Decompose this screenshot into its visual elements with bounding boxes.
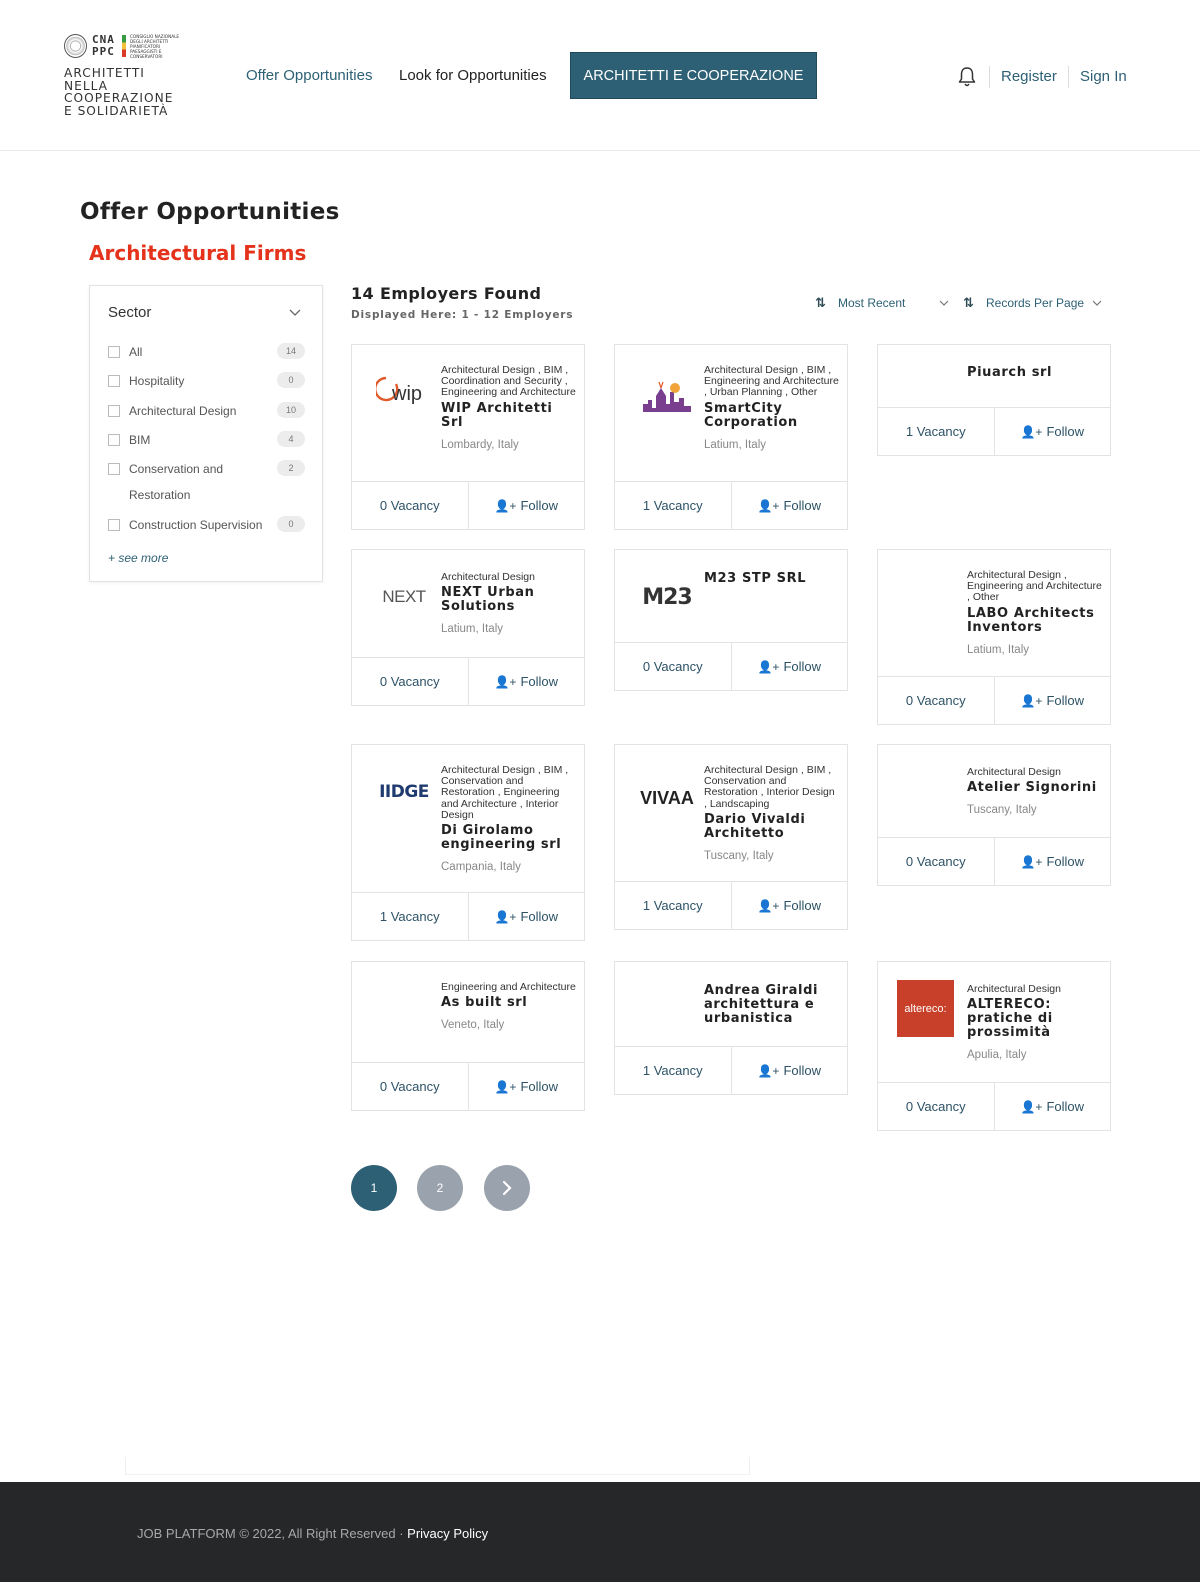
altereco-logo-text: altereco: [904, 1002, 947, 1015]
follow-button[interactable] [994, 838, 1111, 885]
company-logo [374, 765, 434, 819]
follow-button[interactable] [468, 1063, 585, 1110]
follow-button[interactable] [468, 893, 585, 940]
user-plus-icon: 👤+ [1020, 693, 1043, 708]
vacancy-button[interactable]: 0 Vacancy [379, 674, 440, 689]
follow-button[interactable] [731, 643, 848, 690]
follow-label: Follow [520, 909, 559, 924]
copyright-text: JOB PLATFORM © 2022, All Right Reserved · [137, 1526, 408, 1541]
nav-offer-opportunities[interactable]: Offer Opportunities [246, 67, 373, 84]
card-company-name[interactable]: M23 STP SRL [704, 571, 807, 586]
filter-count-badge: 14 [277, 343, 305, 359]
chevron-right-icon [500, 1180, 514, 1196]
m23-logo-text: M23 [642, 584, 692, 610]
section-title: Architectural Firms [89, 241, 307, 265]
card-sectors: Architectural Design [967, 766, 1061, 778]
sign-in-link[interactable]: Sign In [1080, 68, 1127, 85]
next-page-button[interactable] [484, 1165, 530, 1211]
follow-button[interactable] [468, 658, 585, 705]
filter-label: Construction Supervision [129, 518, 263, 532]
wip-logo-icon [376, 370, 432, 414]
follow-button[interactable] [994, 408, 1111, 455]
follow-label: Follow [520, 1079, 559, 1094]
filter-count-badge: 0 [277, 372, 305, 388]
user-plus-icon: 👤+ [1020, 1099, 1043, 1114]
follow-label: Follow [783, 1063, 822, 1078]
card-location: Campania, Italy [441, 861, 521, 874]
vacancy-button[interactable]: 0 Vacancy [642, 659, 703, 674]
card-location: Latium, Italy [441, 623, 503, 636]
vacancy-button[interactable]: 1 Vacancy [642, 898, 703, 913]
page-1-button[interactable]: 1 [351, 1165, 397, 1211]
card-location: Apulia, Italy [967, 1049, 1027, 1062]
card-sectors: Engineering and Architecture [441, 981, 576, 993]
card-location: Tuscany, Italy [967, 804, 1037, 817]
card-sectors: Architectural Design , BIM , Conservation and Restoration , Engineering and Architecture , Interior Design [441, 764, 569, 821]
user-plus-icon: 👤+ [494, 1079, 517, 1094]
checkbox[interactable] [108, 405, 120, 417]
sort-icon: ⇅ [815, 296, 826, 311]
filter-label: All [129, 345, 143, 359]
card-location: Tuscany, Italy [704, 849, 774, 862]
privacy-policy-link[interactable]: Privacy Policy [407, 1526, 489, 1541]
filter-label: BIM [129, 433, 151, 447]
logo-color-bars [122, 35, 126, 57]
vacancy-button[interactable]: 0 Vacancy [379, 498, 440, 513]
card-sectors: Architectural Design , Engineering and Architecture , Other [967, 569, 1102, 604]
follow-label: Follow [1046, 1099, 1085, 1114]
sort-icon: ⇅ [963, 296, 974, 311]
divider [989, 66, 990, 88]
card-company-name[interactable]: NEXT Urban Solutions [441, 585, 535, 615]
next-logo-text: NEXT [382, 587, 426, 606]
filter-count-badge: 4 [277, 431, 305, 447]
follow-label: Follow [783, 498, 822, 513]
card-location: Latium, Italy [704, 438, 766, 451]
user-plus-icon: 👤+ [494, 498, 517, 513]
page-2-button[interactable]: 2 [417, 1165, 463, 1211]
see-more-link[interactable]: + see more [108, 551, 169, 565]
divider [125, 1457, 750, 1475]
user-plus-icon: 👤+ [494, 674, 517, 689]
card-location: Lombardy, Italy [441, 438, 519, 451]
records-per-page-select[interactable]: Records Per Page [986, 296, 1085, 310]
user-plus-icon: 👤+ [1020, 854, 1043, 869]
employer-card[interactable] [877, 961, 1111, 1131]
filter-count-badge: 10 [277, 402, 305, 418]
follow-label: Follow [1046, 693, 1085, 708]
footer-copyright [137, 1526, 488, 1541]
site-header [0, 0, 1200, 151]
employer-card[interactable] [351, 961, 585, 1111]
employer-card[interactable] [614, 549, 848, 691]
employer-card[interactable] [351, 744, 585, 941]
card-sectors: Architectural Design , BIM , Coordination and Security , Engineering and Architecture [441, 364, 576, 399]
sort-select[interactable]: Most Recent [838, 296, 906, 310]
checkbox[interactable] [108, 434, 120, 446]
nav-look-for-opportunities[interactable]: Look for Opportunities [399, 67, 547, 84]
card-company-name[interactable]: Atelier Signorini [967, 780, 1097, 796]
follow-label: Follow [783, 659, 822, 674]
vacancy-button[interactable]: 1 Vacancy [642, 498, 703, 513]
company-logo [374, 570, 434, 624]
card-company-name[interactable]: LABO Architects Inventors [967, 605, 1095, 635]
employer-card[interactable] [351, 549, 585, 706]
company-logo [637, 771, 697, 825]
filter-label: Architectural Design [129, 404, 237, 418]
sector-filter-panel [89, 285, 323, 582]
displayed-range: Displayed Here: 1 - 12 Employers [351, 309, 574, 321]
card-company-name[interactable]: Piuarch srl [967, 365, 1053, 380]
user-plus-icon: 👤+ [1020, 424, 1043, 439]
checkbox[interactable] [108, 463, 120, 475]
employer-card[interactable] [614, 744, 848, 930]
follow-button[interactable] [731, 482, 848, 529]
follow-label: Follow [520, 498, 559, 513]
company-logo [637, 570, 697, 624]
follow-label: Follow [1046, 854, 1085, 869]
checkbox[interactable] [108, 519, 120, 531]
site-logo[interactable] [64, 34, 184, 118]
vacancy-button[interactable]: 1 Vacancy [379, 909, 440, 924]
site-footer [0, 1482, 1200, 1582]
vacancy-button[interactable]: 0 Vacancy [905, 693, 966, 708]
company-logo [897, 980, 954, 1037]
filter-count-badge: 0 [277, 516, 305, 532]
filter-label: Conservation and Restoration [129, 462, 224, 502]
checkbox[interactable] [108, 375, 120, 387]
logo-short: CNA PPC [92, 33, 115, 58]
employer-card[interactable] [877, 744, 1111, 886]
chevron-down-icon[interactable] [939, 298, 949, 308]
user-plus-icon: 👤+ [757, 659, 780, 674]
checkbox[interactable] [108, 346, 120, 358]
card-sectors: Architectural Design [967, 983, 1061, 995]
follow-button[interactable] [731, 1047, 848, 1094]
user-plus-icon: 👤+ [757, 498, 780, 513]
follow-label: Follow [520, 674, 559, 689]
card-company-name[interactable]: Andrea Giraldi architettura e urbanistica [704, 983, 819, 1026]
user-plus-icon: 👤+ [757, 1063, 780, 1078]
follow-button[interactable] [994, 1083, 1111, 1130]
logo-name: ARCHITETTI NELLA COOPERAZIONE E SOLIDARIETÀ [64, 66, 174, 118]
follow-label: Follow [783, 898, 822, 913]
filter-count-badge: 2 [277, 460, 305, 476]
republic-emblem-icon [64, 34, 87, 58]
follow-button[interactable] [731, 882, 848, 929]
card-company-name[interactable]: As built srl [441, 995, 528, 1011]
bell-icon[interactable] [957, 66, 977, 88]
vacancy-button[interactable]: 1 Vacancy [642, 1063, 703, 1078]
register-link[interactable]: Register [1001, 68, 1057, 85]
employers-found-count: 14 Employers Found [351, 284, 542, 303]
vacancy-button[interactable]: 0 Vacancy [379, 1079, 440, 1094]
sector-filter-heading[interactable]: Sector [108, 304, 152, 321]
card-sectors: Architectural Design [441, 571, 535, 583]
employer-card[interactable] [877, 549, 1111, 725]
page-title: Offer Opportunities [80, 199, 340, 225]
employer-card[interactable] [614, 344, 848, 530]
follow-button[interactable] [468, 482, 585, 529]
logo-council: CONSIGLIO NAZIONALE DEGLI ARCHITETTI PIANIFICATORI PAESAGGISTI E CONSERVATORI [130, 34, 180, 59]
card-sectors: Architectural Design , BIM , Conservation and Restoration , Interior Design , Landscaping [704, 764, 835, 810]
follow-button[interactable] [994, 677, 1111, 724]
divider [1068, 66, 1069, 88]
filter-label: Hospitality [129, 374, 185, 388]
vivaa-logo-text: VIVAA [640, 787, 694, 808]
chevron-down-icon[interactable] [1092, 298, 1102, 308]
smartcity-skyline-icon [639, 378, 695, 418]
vacancy-button[interactable]: 0 Vacancy [905, 854, 966, 869]
card-company-name[interactable]: Dario Vivaldi Architetto [704, 811, 806, 841]
user-plus-icon: 👤+ [757, 898, 780, 913]
card-company-name[interactable]: SmartCity Corporation [704, 400, 798, 430]
card-location: Veneto, Italy [441, 1019, 505, 1032]
employer-card[interactable] [877, 344, 1111, 456]
employer-card[interactable] [614, 961, 848, 1095]
user-plus-icon: 👤+ [494, 909, 517, 924]
logo-text: wip [392, 383, 423, 405]
card-company-name[interactable]: ALTERECO: pratiche di prossimità [967, 997, 1053, 1041]
follow-label: Follow [1046, 424, 1085, 439]
architetti-cooperazione-button[interactable]: ARCHITETTI E COOPERAZIONE [570, 52, 817, 99]
company-logo [637, 371, 697, 425]
vacancy-button[interactable]: 1 Vacancy [905, 424, 966, 439]
chevron-down-icon[interactable] [289, 306, 301, 318]
card-company-name[interactable]: WIP Architetti Srl [441, 400, 553, 430]
company-logo [374, 365, 434, 419]
card-location: Latium, Italy [967, 643, 1029, 656]
vacancy-button[interactable]: 0 Vacancy [905, 1099, 966, 1114]
card-company-name[interactable]: Di Girolamo engineering srl [441, 823, 562, 853]
dge-logo-text: IIDGE [379, 782, 429, 802]
card-sectors: Architectural Design , BIM , Engineering and Architecture , Urban Planning , Other [704, 364, 839, 399]
employer-card[interactable] [351, 344, 585, 530]
